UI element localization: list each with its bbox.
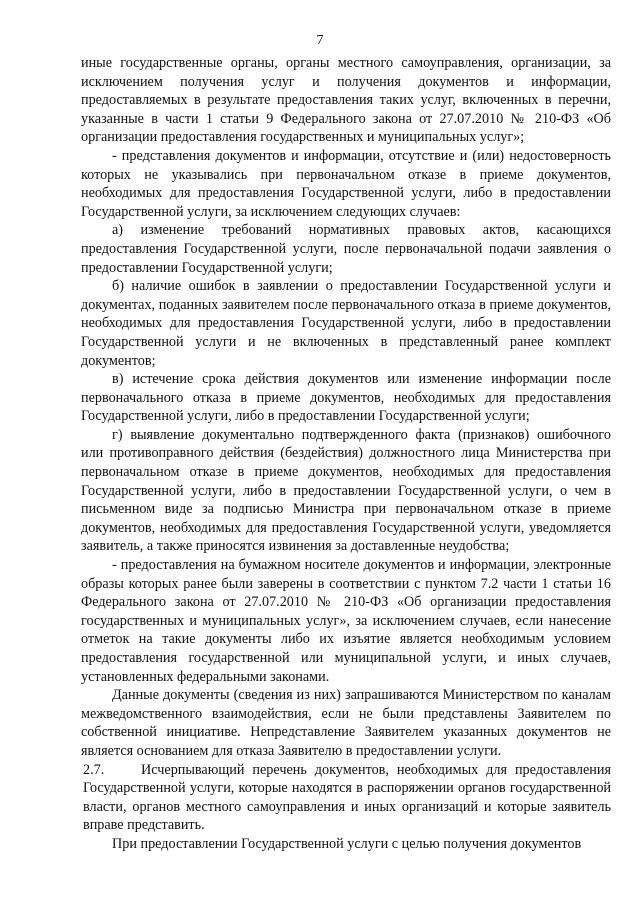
paragraph: - предоставления на бумажном носителе документов и информации, электронные образы которых ранее были заверены в соответствии с пунктом 7.2 части 1 статьи 16 Федерального закона от 27.07.2010 № 210-ФЗ «Об организации предоставления государственных и муниципальных услуг», за исключением случаев, если нанесение отметок на такие документы либо их изъятие является необходимым условием предоставления государственной или муниципальной услуги, и иных случаев, установленных федеральными законами. <box>81 557 611 685</box>
paragraph: - представления документов и информации, отсутствие и (или) недостоверность которых не указывались при первоначальном отказе в приеме документов, необходимых для предоставления Государственной услуги, либо в предоставлении Государственной услуги, за исключением следующих случаев: <box>81 147 611 220</box>
section-number: 2.7. <box>83 761 105 778</box>
paragraph: а) изменение требований нормативных правовых актов, касающихся предоставления Государственной услуги, после первоначальной подачи заявления о предоставлении Государственной услуги; <box>81 222 611 276</box>
paragraph: иные государственные органы, органы местного самоуправления, организации, за исключением получения услуг и получения документов и информации, предоставляемых в результате предоставления таких услуг, включенных в перечни, указанные в части 1 статьи 9 Федерального закона от 27.07.2010 № 210-ФЗ «Об организации предоставления государственных и муниципальных услуг»; <box>81 55 611 146</box>
section-text: Исчерпывающий перечень документов, необходимых для предоставления Государственной услуги, которые находятся в распоряжении органов государственной власти, органов местного самоуправления и иных организаций и которые заявитель вправе представить. <box>83 761 611 834</box>
paragraph: Данные документы (сведения из них) запрашиваются Министерством по каналам межведомственного взаимодействия, если не были представлены Заявителем по собственной инициативе. Непредставление Заявителем указанных документов не является основанием для отказа Заявителю в предоставлении услуги. <box>81 687 611 759</box>
paragraph: г) выявление документально подтвержденного факта (признаков) ошибочного или противоправного действия (бездействия) должностного лица Министерства при первоначальном отказе в приеме документов, необходимых для предоставления Государственной услуги, либо в предоставлении Государственной услуги, о чем в письменном виде за подписью Министра при первоначальном отказе в приеме документов, необходимых для предоставления Государственной услуги, уведомляется заявитель, а также приносятся извинения за доставленные неудобства; <box>81 426 611 555</box>
page-number: 7 <box>316 33 324 48</box>
paragraph: в) истечение срока действия документов или изменение информации после первоначального отказа в приеме документов, необходимых для предоставления Государственной услуги, либо в предоставлении Государственной услуги; <box>81 371 611 425</box>
section-paragraph <box>81 761 611 835</box>
paragraph: При предоставлении Государственной услуги с целью получения документов <box>112 835 582 852</box>
document-body <box>81 54 611 854</box>
paragraph: б) наличие ошибок в заявлении о предоставлении Государственной услуги и документах, поданных заявителем после первоначального отказа в приеме документов, необходимых для предоставления Государственной услуги, либо в предоставлении Государственной услуги и не включенных в представленный ранее комплект документов; <box>81 278 611 369</box>
